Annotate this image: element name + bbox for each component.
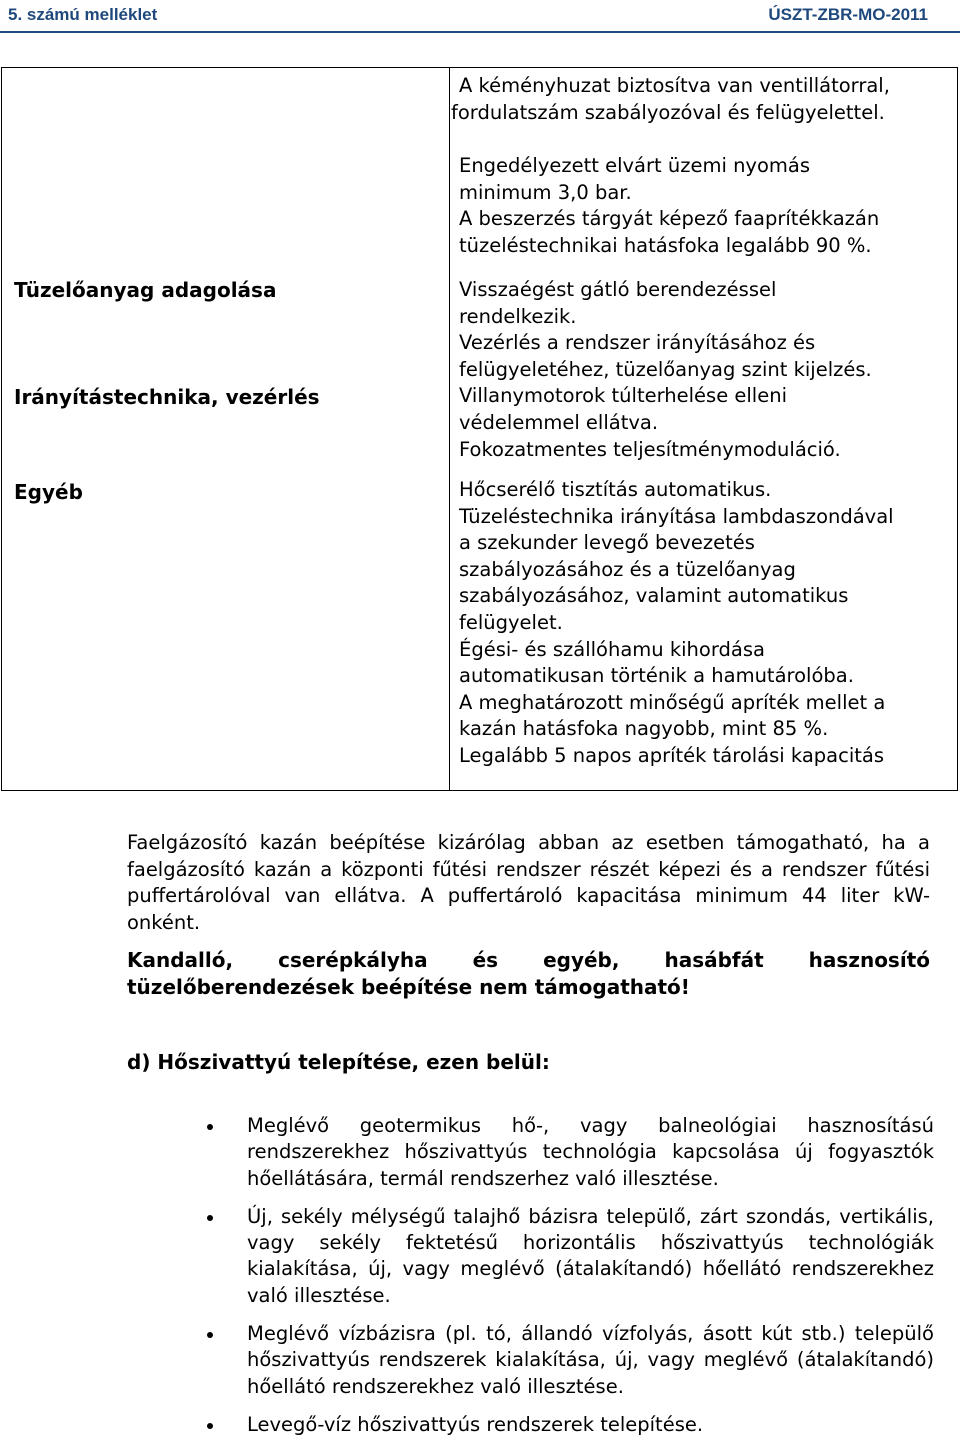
table-line: A beszerzés tárgyát képező faaprítékkazán [459,207,880,231]
table-line: Villanymotorok túlterhelése elleni [459,384,787,408]
row-label-control: Irányítástechnika, vezérlés [14,385,320,409]
table-line: Legalább 5 napos apríték tárolási kapacitás [459,743,885,767]
table-cell-control [459,277,954,463]
section-heading-heat-pump: d) Hőszivattyú telepítése, ezen belül: [127,1050,550,1074]
bullet-icon [207,1332,213,1338]
table-line: felügyeletéhez, tüzelőanyag szint kijelzés. [459,357,872,381]
heat-pump-list [207,1113,934,1440]
table-line: Fokozatmentes teljesítménymoduláció. [459,437,841,461]
list-item: Új, sekély mélységű talajhő bázisra települő, zárt szondás, vertikális, vagy sekély fektetésű horizontális hőszivattyús technológiák kialakítása, új, vagy meglévő (átalakítandó) hőellátó rendszerekhez való illesztése. [207,1204,934,1309]
gasifier-boiler-paragraph: Faelgázosító kazán beépítése kizárólag abban az esetben támogatható, ha a faelgázosító kazán a központi fűtési rendszer részét képezi és a rendszer fűtési puffertárolóval van ellátva. A puffertároló kapacitása minimum 44 liter kW-onként. [127,831,930,934]
table-line: a szekunder levegő bevezetés [459,531,755,555]
document-code: ÚSZT-ZBR-MO-2011 [768,5,928,24]
row-label-other: Egyéb [14,480,83,504]
table-line: Visszaégést gátló berendezéssel [459,278,777,301]
table-line: rendelkezik. [459,304,577,328]
annex-number: 5. számú melléklet [8,5,158,24]
table-line: védelemmel ellátva. [459,410,659,434]
not-supported-notice: Kandalló, cserépkályha és egyéb, hasábfát hasznosító tüzelőberendezések beépítése nem támogatható! [127,948,930,999]
table-line: A kéményhuzat biztosítva van ventillátorral, [459,74,890,97]
table-line: szabályozásához és a tüzelőanyag [459,557,796,581]
list-item: Meglévő geotermikus hő-, vagy balneológiai hasznosítású rendszerekhez hőszivattyús technológia kapcsolása új fogyasztók hőellátására, termál rendszerhez való illesztése. [207,1113,934,1192]
table-line: Égési- és szállóhamu kihordása [459,637,765,661]
table-cell-chimney [451,73,954,126]
table-cell-other [459,477,954,770]
table-line: kazán hatásfoka nagyobb, mint 85 %. [459,717,829,741]
table-line: fordulatszám szabályozóval és felügyelettel. [451,100,885,124]
list-item: Levegő-víz hőszivattyús rendszerek telepítése. [207,1412,934,1438]
bullet-icon [207,1124,213,1130]
bullet-icon [207,1423,213,1429]
table-line: Hőcserélő tisztítás automatikus. [459,478,772,501]
row-label-fuel-feeding: Tüzelőanyag adagolása [14,278,277,302]
table-line: automatikusan történik a hamutárolóba. [459,664,854,688]
table-line: Vezérlés a rendszer irányításához és [459,331,816,355]
table-line: szabályozásához, valamint automatikus [459,584,849,608]
table-line: A meghatározott minőségű apríték mellet a [459,690,886,714]
table-cell-pressure [459,153,954,259]
list-item: Meglévő vízbázisra (pl. tó, állandó vízfolyás, ásott kút stb.) települő hőszivattyús rendszerek kialakítása, új, vagy meglévő (átalakítandó) hőellátó rendszerekhez való illesztése. [207,1321,934,1400]
page-header [0,0,960,30]
table-line: tüzeléstechnikai hatásfoka legalább 90 %. [459,233,872,257]
header-divider [0,31,960,33]
table-line: minimum 3,0 bar. [459,180,632,204]
table-column-divider [449,68,450,790]
bullet-icon [207,1215,213,1221]
table-line: felügyelet. [459,610,563,634]
table-line: Engedélyezett elvárt üzemi nyomás [459,154,811,177]
table-line: Tüzeléstechnika irányítása lambdaszondával [459,504,894,528]
